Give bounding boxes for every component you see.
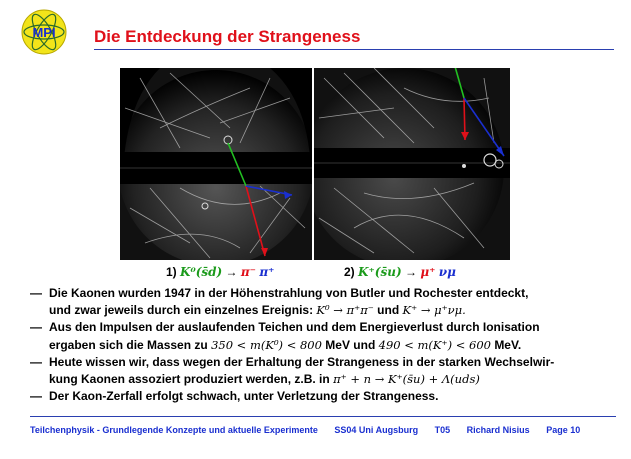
- footer-page: Page 10: [546, 425, 581, 435]
- caption-number: 2): [344, 265, 355, 279]
- logo-text: MPI: [32, 25, 56, 40]
- caption-kaon-charged: [344, 265, 456, 279]
- footer-code: T05: [434, 425, 451, 435]
- caption-particle: K⁰(s̄d): [180, 265, 223, 279]
- caption-number: 1): [166, 265, 177, 279]
- caption-particle: K⁺(s̄u): [358, 265, 402, 279]
- bullet-2: — Aus den Impulsen der auslaufenden Teichen und dem Energieverlust durch Ionisation: [30, 320, 540, 335]
- footer: [30, 425, 580, 435]
- footer-author: Richard Nisius: [466, 425, 530, 435]
- caption-product-2: π⁺: [259, 265, 275, 279]
- caption-product-1: π⁻: [240, 265, 257, 279]
- bullet-2-cont: ergaben sich die Massen zu 350 < m(K⁰) < 800 MeV und 490 < m(K⁺) < 600 MeV.: [49, 337, 522, 352]
- bullet-1: — Die Kaonen wurden 1947 in der Höhenstrahlung von Butler und Rochester entdeckt,: [30, 286, 529, 300]
- cloud-chamber-photo-2: [314, 68, 510, 260]
- footer-course: Teilchenphysik - Grundlegende Konzepte und aktuelle Experimente: [30, 425, 318, 435]
- caption-product-1: μ⁺: [420, 265, 436, 279]
- bullet-1-cont: und zwar jeweils durch ein einzelnes Ereignis: K⁰ → π⁺π⁻ und K⁺ → μ⁺νμ.: [49, 303, 466, 318]
- caption-product-2: νμ: [438, 265, 456, 279]
- bullet-4: — Der Kaon-Zerfall erfolgt schwach, unter Verletzung der Strangeness.: [30, 389, 439, 404]
- bullet-3-cont: kung Kaonen assoziert produziert werden, z.B. in π⁺ + n → K⁺(s̄u) + Λ(uds): [49, 372, 480, 387]
- footer-term: SS04 Uni Augsburg: [334, 425, 419, 435]
- page-title: Die Entdeckung der Strangeness: [94, 27, 361, 46]
- caption-arrow: →: [404, 265, 417, 279]
- caption-arrow: →: [225, 265, 238, 279]
- cloud-chamber-photo-1: [120, 68, 312, 260]
- footer-rule: [30, 416, 616, 417]
- caption-kaon-neutral: [166, 265, 274, 279]
- bullet-list: [30, 285, 620, 405]
- mpi-logo: [20, 8, 68, 56]
- title-rule: [94, 49, 614, 50]
- bullet-3: — Heute wissen wir, dass wegen der Erhaltung der Strangeness in der starken Wechselwir-: [30, 354, 555, 369]
